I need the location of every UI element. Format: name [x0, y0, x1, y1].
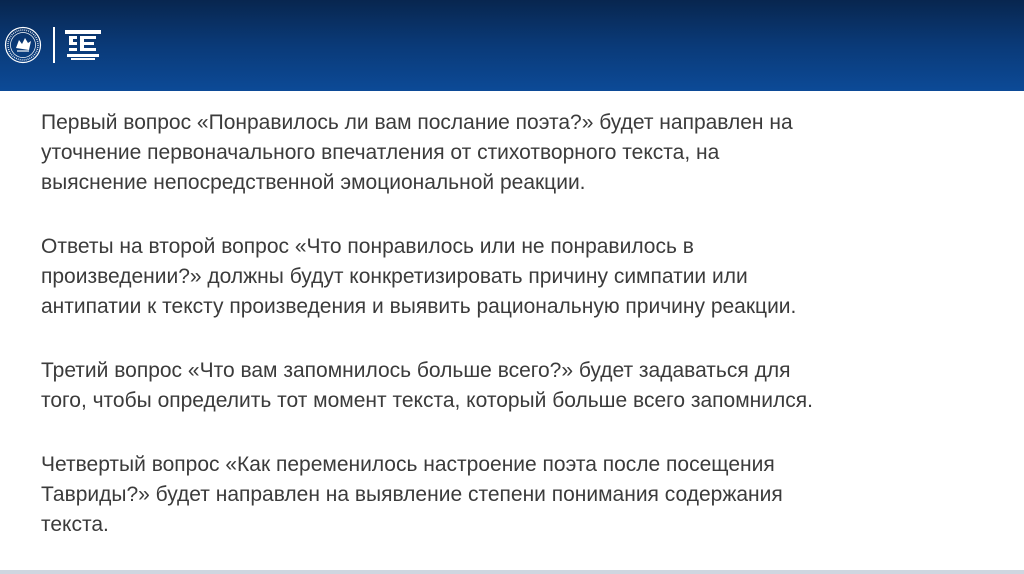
institute-emblem-icon: [63, 28, 103, 62]
university-seal-icon: [4, 26, 42, 64]
bottom-strip: [0, 570, 1024, 574]
paragraph-1: Первый вопрос «Понравилось ли вам послание поэта?» будет направлен на уточнение первоначального впечатления от стихотворного текста, на выяснение непосредственной эмоциональной реакции.: [41, 111, 793, 194]
paragraph-3: Третий вопрос «Что вам запомнилось больше всего?» будет задаваться для того, чтобы определить тот момент текста, который больше всего запомнился.: [41, 359, 813, 412]
header-bar: [0, 0, 1024, 91]
body-text: [41, 108, 991, 574]
paragraph-4: Четвертый вопрос «Как переменилось настроение поэта после посещения Тавриды?» будет направлен на выявление степени понимания содержания текста.: [41, 453, 783, 536]
logo-divider: [53, 27, 55, 63]
paragraph-2: Ответы на второй вопрос «Что понравилось или не понравилось в произведении?» должны будут конкретизировать причину симпатии или антипатии к тексту произведения и выявить рациональную причину реакции.: [41, 235, 797, 318]
